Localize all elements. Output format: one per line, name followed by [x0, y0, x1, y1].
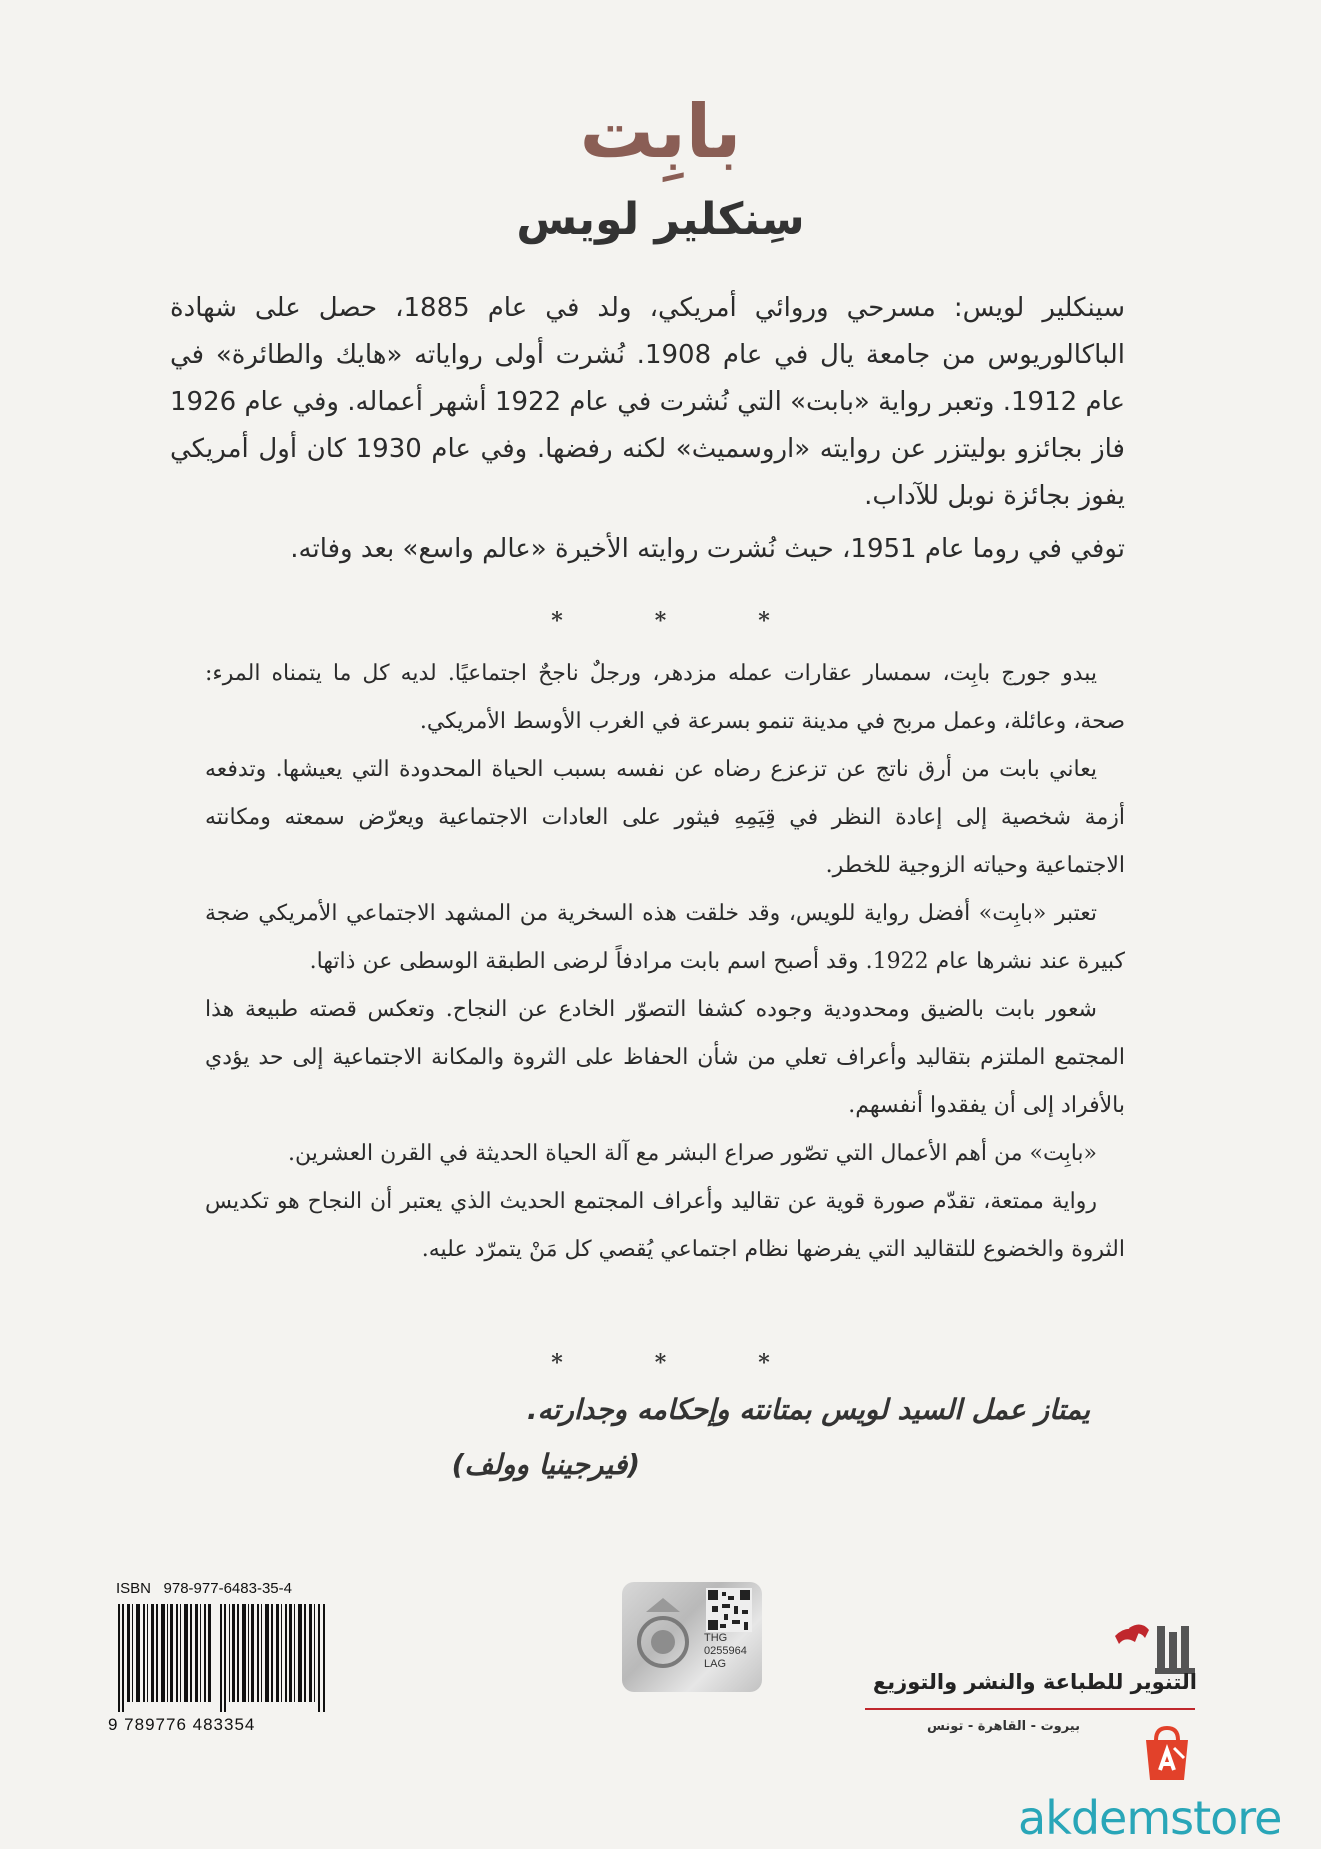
publisher-underline: [865, 1708, 1195, 1710]
separator-star: *: [758, 608, 770, 634]
store-name: akdemstore: [1018, 1791, 1282, 1845]
barcode-digits: 9 789776 483354: [108, 1715, 256, 1734]
isbn-line: [116, 1580, 292, 1597]
book-summary: [205, 650, 1125, 1274]
sticker-code: THG 0255964 LAG: [704, 1632, 747, 1670]
section-separator: [0, 608, 1321, 634]
author-bio: [170, 285, 1125, 579]
separator-star: *: [654, 608, 667, 634]
summary-paragraph: تعتبر «بابِت» أفضل رواية للويس، وقد خلقت هذه السخرية من المشهد الاجتماعي الأمريكي ضجة كبيرة عند نشرها عام 1922. وقد أصبح اسم بابت مرادفاً لرضى الطبقة الوسطى عن ذاتها.: [205, 901, 1125, 974]
qr-code-icon: [706, 1588, 752, 1632]
summary-paragraph: شعور بابت بالضيق ومحدودية وجوده كشفا التصوّر الخادع عن النجاح. وتعكس قصته طبيعة هذا المجتمع الملتزم بتقاليد وأعراف تعلي من شأن الحفاظ على الثروة والمكانة الاجتماعية إلى حد يؤدي بالأفراد إلى أن يفقدوا أنفسهم.: [205, 997, 1125, 1118]
separator-star: *: [551, 1350, 563, 1376]
separator-star: *: [551, 608, 563, 634]
bio-paragraph: سينكلير لويس: مسرحي وروائي أمريكي، ولد في عام 1885، حصل على شهادة الباكالوريوس من جامعة يال في عام 1908. نُشرت أولى رواياته «هايك والطائرة» في عام 1912. وتعبر رواية «بابت» التي نُشرت في عام 1922 أشهر أعماله. وفي عام 1926 فاز بجائزو بوليتزر عن روايته «اروسميث» لكنه رفضها. وفي عام 1930 كان أول أمريكي يفوز بجائزة نوبل للآداب.: [170, 293, 1125, 511]
summary-paragraph: يعاني بابت من أرق ناتج عن تزعزع رضاه عن نفسه بسبب الحياة المحدودة التي يعيشها. وتدفعه أزمة شخصية إلى إعادة النظر في قِيَمِهِ فيثور على العادات الاجتماعية ويعرّض سمعته ومكانته الاجتماعية وحياته الزوجية للخطر.: [205, 757, 1125, 878]
barcode-bars: [116, 1604, 330, 1712]
isbn-number: 978-977-6483-35-4: [163, 1580, 292, 1597]
summary-paragraph: رواية ممتعة، تقدّم صورة قوية عن تقاليد وأعراف المجتمع الحديث الذي يعتبر أن النجاح هو تكديس الثروة والخضوع للتقاليد التي يفرضها نظام اجتماعي يُقصي كل مَنْ يتمرّد عليه.: [205, 1189, 1125, 1262]
shopping-bag-icon: [1140, 1722, 1194, 1782]
summary-paragraph: «بابِت» من أهم الأعمال التي تصّور صراع البشر مع آلة الحياة الحديثة في القرن العشرين.: [288, 1141, 1097, 1166]
publisher-name: التنوير للطباعة والنشر والتوزيع: [872, 1670, 1197, 1694]
book-author: سِنكلير لويس: [516, 194, 805, 245]
summary-paragraph: يبدو جورج بابِت، سمسار عقارات عمله مزدهر، ورجلٌ ناجحٌ اجتماعيًا. لديه كل ما يتمناه المرء: صحة، وعائلة، وعمل مربح في مدينة تنمو بسرعة في الغرب الأوسط الأمريكي.: [205, 661, 1125, 734]
separator-star: *: [654, 1350, 667, 1376]
separator-star: *: [758, 1350, 770, 1376]
publisher-torch-logo-icon: [1105, 1618, 1205, 1678]
book-title: بابِت: [579, 89, 742, 175]
publisher-block: [860, 1618, 1205, 1738]
isbn-barcode: [108, 1580, 333, 1735]
publisher-cities: بيروت - القاهرة - تونس: [927, 1719, 1080, 1734]
review-quote: يمتاز عمل السيد لويس بمتانته وإحكامه وجدارته.: [526, 1393, 1090, 1426]
quote-author: (فيرجينيا وولف): [451, 1448, 640, 1481]
isbn-label: ISBN: [116, 1580, 152, 1597]
hologram-sticker: [622, 1582, 762, 1692]
section-separator: [0, 1350, 1321, 1376]
bio-paragraph: توفي في روما عام 1951، حيث نُشرت روايته الأخيرة «عالم واسع» بعد وفاته.: [290, 534, 1125, 564]
hologram-logo-icon: [628, 1592, 698, 1682]
